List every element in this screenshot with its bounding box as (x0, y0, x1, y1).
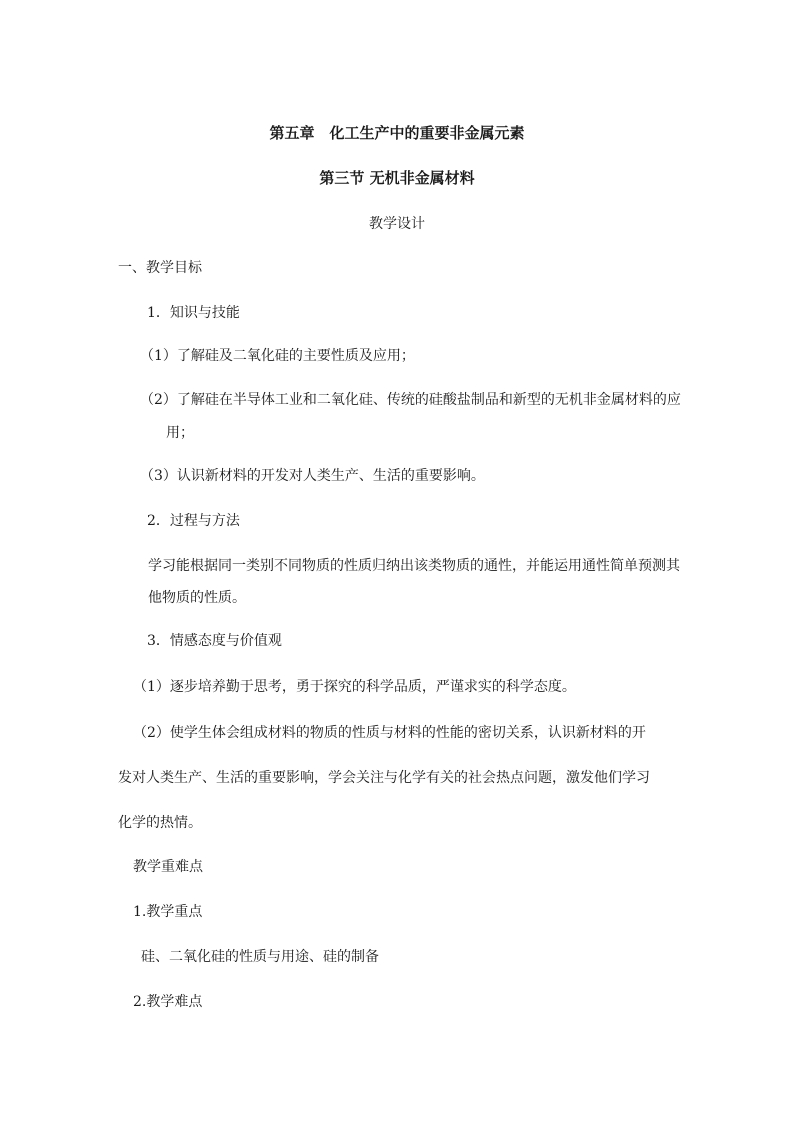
key-points-heading: 教学重难点 (133, 859, 203, 875)
emotion-heading: 3．情感态度与价值观 (147, 633, 282, 649)
process-heading: 2．过程与方法 (147, 513, 240, 529)
focus-text: 硅、二氧化硅的性质与用途、硅的制备 (141, 949, 379, 965)
emotion-item-1: （1）逐步培养勤于思考，勇于探究的科学品质，严谨求实的科学态度。 (133, 679, 576, 695)
process-text-line-1: 学习能根据同一类别不同物质的性质归纳出该类物质的通性，并能运用通性简单预测其 (148, 558, 680, 574)
focus-heading: 1.教学重点 (133, 904, 203, 920)
emotion-item-2-line-1: （2）使学生体会组成材料的物质的性质与材料的性能的密切关系，认识新材料的开 (133, 725, 646, 741)
knowledge-item-2-line-2: 用； (166, 425, 194, 441)
knowledge-item-1: （1）了解硅及二氧化硅的主要性质及应用； (140, 348, 415, 364)
knowledge-item-3: （3）认识新材料的开发对人类生产、生活的重要影响。 (140, 468, 485, 484)
difficulty-heading: 2.教学难点 (133, 994, 203, 1010)
knowledge-heading: 1．知识与技能 (147, 305, 240, 321)
objectives-heading: 一、教学目标 (118, 260, 202, 276)
chapter-title: 第五章 化工生产中的重要非金属元素 (269, 124, 525, 142)
knowledge-item-2-line-1: （2）了解硅在半导体工业和二氧化硅、传统的硅酸盐制品和新型的无机非金属材料的应 (140, 392, 681, 408)
emotion-item-2-line-2: 发对人类生产、生活的重要影响，学会关注与化学有关的社会热点问题，激发他们学习 (118, 770, 650, 786)
section-title: 第三节 无机非金属材料 (319, 169, 475, 187)
process-text-line-2: 他物质的性质。 (148, 590, 246, 606)
emotion-item-2-line-3: 化学的热情。 (118, 815, 202, 831)
design-label: 教学设计 (369, 216, 425, 232)
